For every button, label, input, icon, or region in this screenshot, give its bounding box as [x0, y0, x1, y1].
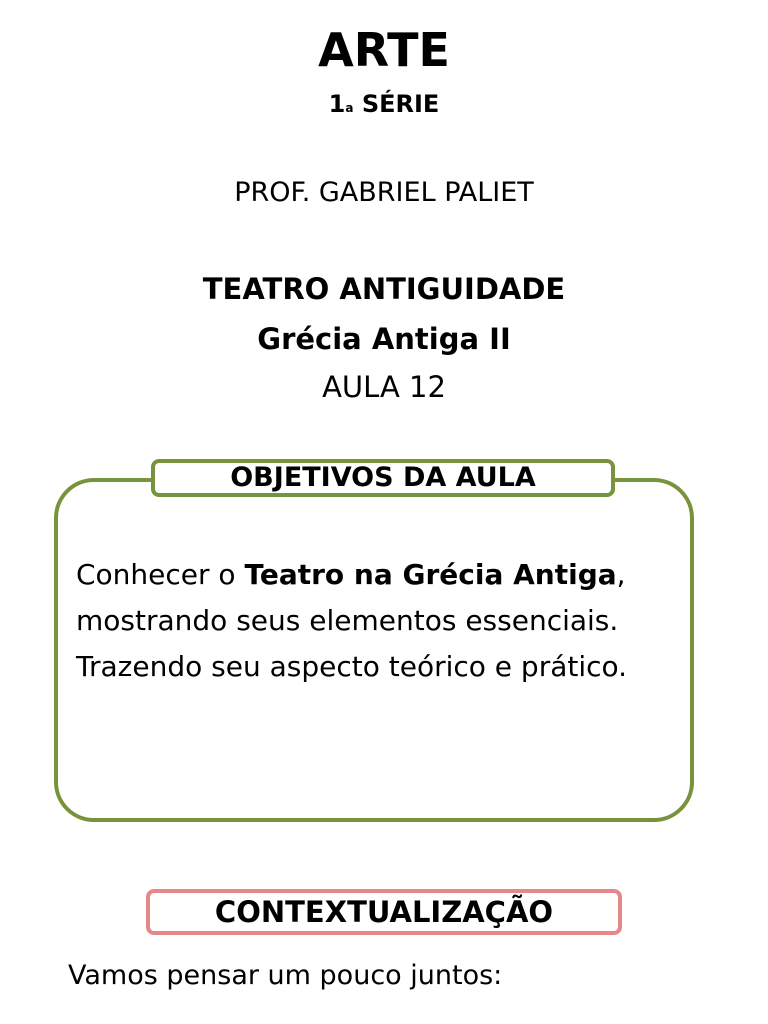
objectives-title: OBJETIVOS DA AULA [151, 459, 615, 497]
grade-ordinal: a [345, 101, 354, 115]
grade-label [0, 86, 768, 122]
grade-word: SÉRIE [361, 90, 440, 118]
objectives-line-1-bold: Teatro na Grécia Antiga [244, 558, 617, 591]
lesson-number: AULA 12 [322, 370, 446, 404]
objectives-line-1-prefix: Conhecer o [76, 558, 245, 591]
context-title: CONTEXTUALIZAÇÃO [146, 889, 622, 935]
subject-title: ARTE [318, 23, 450, 77]
objectives-line-2: mostrando seus elementos essenciais. [76, 604, 619, 637]
objectives-line-3: Trazendo seu aspecto teórico e prático. [76, 650, 628, 683]
lesson-topic: TEATRO ANTIGUIDADE [202, 272, 566, 306]
lesson-subtopic: Grécia Antiga II [257, 322, 511, 356]
objectives-text [76, 552, 692, 690]
teacher-name: PROF. GABRIEL PALIET [234, 177, 534, 208]
grade-number: 1 [328, 90, 346, 118]
objectives-line-1 [76, 552, 692, 598]
context-text: Vamos pensar um pouco juntos: [68, 960, 503, 991]
objectives-line-1-suffix: , [616, 558, 626, 591]
